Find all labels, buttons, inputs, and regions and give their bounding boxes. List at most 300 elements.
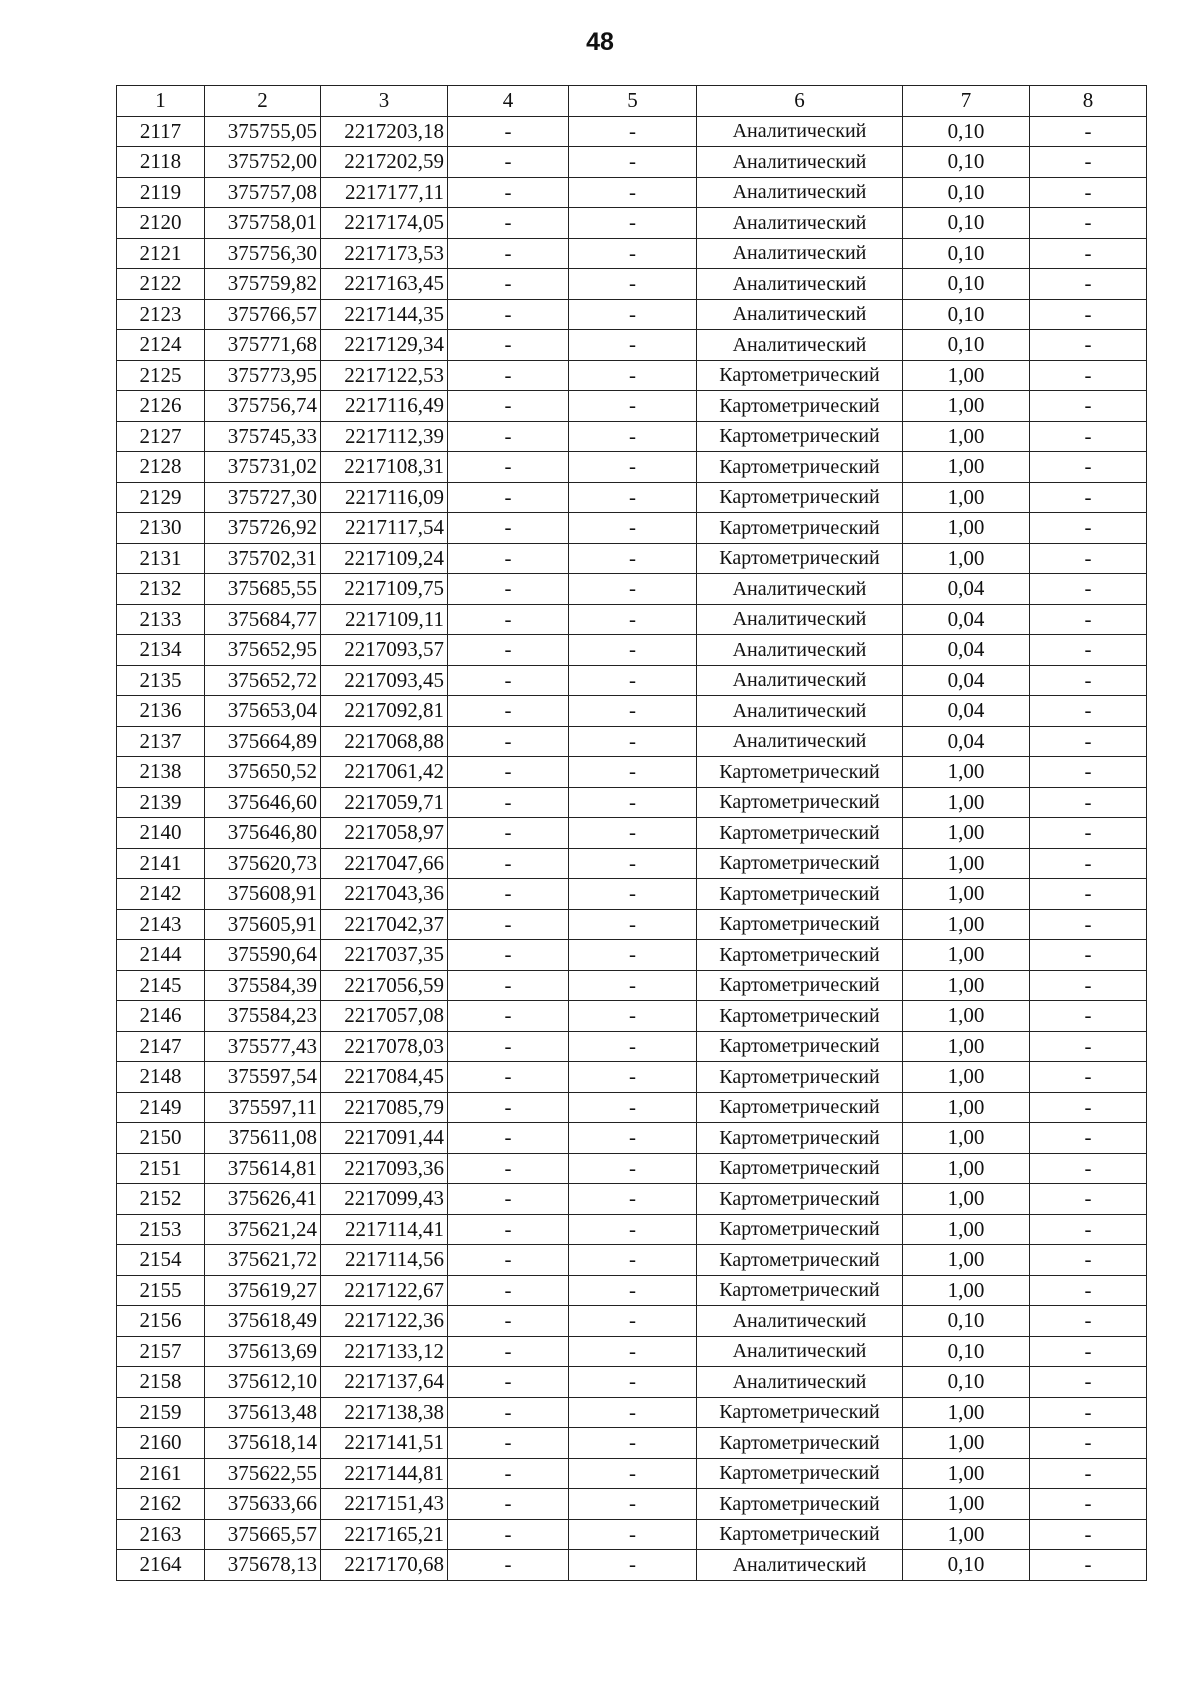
y-coordinate-cell: 2217085,79 xyxy=(321,1092,448,1123)
col4-cell: - xyxy=(448,116,569,147)
accuracy-cell: 1,00 xyxy=(903,1214,1030,1245)
table-row xyxy=(117,1306,1147,1337)
col8-cell: - xyxy=(1030,726,1147,757)
x-coordinate-cell: 375618,14 xyxy=(205,1428,321,1459)
method-cell: Картометрический xyxy=(697,757,903,788)
col4-cell: - xyxy=(448,147,569,178)
y-coordinate-cell: 2217109,11 xyxy=(321,604,448,635)
accuracy-cell: 1,00 xyxy=(903,1458,1030,1489)
y-coordinate-cell: 2217141,51 xyxy=(321,1428,448,1459)
accuracy-cell: 0,04 xyxy=(903,726,1030,757)
col8-cell: - xyxy=(1030,269,1147,300)
x-coordinate-cell: 375633,66 xyxy=(205,1489,321,1520)
col8-cell: - xyxy=(1030,360,1147,391)
y-coordinate-cell: 2217068,88 xyxy=(321,726,448,757)
col5-cell: - xyxy=(569,513,697,544)
accuracy-cell: 0,04 xyxy=(903,635,1030,666)
y-coordinate-cell: 2217109,75 xyxy=(321,574,448,605)
y-coordinate-cell: 2217170,68 xyxy=(321,1550,448,1581)
col5-cell: - xyxy=(569,299,697,330)
method-cell: Картометрический xyxy=(697,452,903,483)
accuracy-cell: 1,00 xyxy=(903,879,1030,910)
point-number-cell: 2158 xyxy=(117,1367,205,1398)
point-number-cell: 2145 xyxy=(117,970,205,1001)
col8-cell: - xyxy=(1030,1092,1147,1123)
y-coordinate-cell: 2217173,53 xyxy=(321,238,448,269)
y-coordinate-cell: 2217122,67 xyxy=(321,1275,448,1306)
y-coordinate-cell: 2217058,97 xyxy=(321,818,448,849)
table-row xyxy=(117,177,1147,208)
point-number-cell: 2136 xyxy=(117,696,205,727)
table-row xyxy=(117,1031,1147,1062)
col8-cell: - xyxy=(1030,147,1147,178)
col5-cell: - xyxy=(569,1275,697,1306)
col4-cell: - xyxy=(448,1123,569,1154)
method-cell: Картометрический xyxy=(697,1001,903,1032)
col5-cell: - xyxy=(569,116,697,147)
table-row xyxy=(117,879,1147,910)
table-row xyxy=(117,696,1147,727)
accuracy-cell: 1,00 xyxy=(903,757,1030,788)
col8-cell: - xyxy=(1030,1245,1147,1276)
col8-cell: - xyxy=(1030,421,1147,452)
col5-cell: - xyxy=(569,1306,697,1337)
point-number-cell: 2143 xyxy=(117,909,205,940)
accuracy-cell: 1,00 xyxy=(903,818,1030,849)
col5-cell: - xyxy=(569,1336,697,1367)
col4-cell: - xyxy=(448,1092,569,1123)
col8-cell: - xyxy=(1030,299,1147,330)
y-coordinate-cell: 2217122,53 xyxy=(321,360,448,391)
column-header: 6 xyxy=(697,86,903,117)
method-cell: Аналитический xyxy=(697,726,903,757)
method-cell: Аналитический xyxy=(697,116,903,147)
method-cell: Картометрический xyxy=(697,940,903,971)
accuracy-cell: 1,00 xyxy=(903,1397,1030,1428)
col5-cell: - xyxy=(569,1031,697,1062)
col5-cell: - xyxy=(569,1092,697,1123)
col8-cell: - xyxy=(1030,757,1147,788)
point-number-cell: 2119 xyxy=(117,177,205,208)
col4-cell: - xyxy=(448,818,569,849)
col4-cell: - xyxy=(448,665,569,696)
accuracy-cell: 0,04 xyxy=(903,696,1030,727)
y-coordinate-cell: 2217144,81 xyxy=(321,1458,448,1489)
table-row xyxy=(117,269,1147,300)
x-coordinate-cell: 375590,64 xyxy=(205,940,321,971)
table-row xyxy=(117,1336,1147,1367)
col4-cell: - xyxy=(448,330,569,361)
x-coordinate-cell: 375605,91 xyxy=(205,909,321,940)
x-coordinate-cell: 375758,01 xyxy=(205,208,321,239)
y-coordinate-cell: 2217091,44 xyxy=(321,1123,448,1154)
table-row xyxy=(117,513,1147,544)
x-coordinate-cell: 375612,10 xyxy=(205,1367,321,1398)
col4-cell: - xyxy=(448,482,569,513)
method-cell: Картометрический xyxy=(697,1123,903,1154)
accuracy-cell: 1,00 xyxy=(903,848,1030,879)
table-row xyxy=(117,1428,1147,1459)
point-number-cell: 2163 xyxy=(117,1519,205,1550)
col4-cell: - xyxy=(448,360,569,391)
col4-cell: - xyxy=(448,1550,569,1581)
x-coordinate-cell: 375626,41 xyxy=(205,1184,321,1215)
x-coordinate-cell: 375727,30 xyxy=(205,482,321,513)
table-header-row xyxy=(117,86,1147,117)
point-number-cell: 2137 xyxy=(117,726,205,757)
x-coordinate-cell: 375653,04 xyxy=(205,696,321,727)
col8-cell: - xyxy=(1030,1001,1147,1032)
x-coordinate-cell: 375745,33 xyxy=(205,421,321,452)
col8-cell: - xyxy=(1030,1489,1147,1520)
method-cell: Картометрический xyxy=(697,1062,903,1093)
accuracy-cell: 1,00 xyxy=(903,1275,1030,1306)
col8-cell: - xyxy=(1030,848,1147,879)
col8-cell: - xyxy=(1030,1397,1147,1428)
accuracy-cell: 1,00 xyxy=(903,1001,1030,1032)
table-row xyxy=(117,208,1147,239)
method-cell: Картометрический xyxy=(697,1275,903,1306)
y-coordinate-cell: 2217042,37 xyxy=(321,909,448,940)
table-row xyxy=(117,482,1147,513)
table-row xyxy=(117,1245,1147,1276)
x-coordinate-cell: 375618,49 xyxy=(205,1306,321,1337)
col4-cell: - xyxy=(448,1153,569,1184)
point-number-cell: 2139 xyxy=(117,787,205,818)
col8-cell: - xyxy=(1030,482,1147,513)
x-coordinate-cell: 375597,11 xyxy=(205,1092,321,1123)
col4-cell: - xyxy=(448,848,569,879)
col8-cell: - xyxy=(1030,1031,1147,1062)
col5-cell: - xyxy=(569,909,697,940)
table-row xyxy=(117,330,1147,361)
column-header: 7 xyxy=(903,86,1030,117)
point-number-cell: 2123 xyxy=(117,299,205,330)
method-cell: Аналитический xyxy=(697,147,903,178)
col8-cell: - xyxy=(1030,604,1147,635)
col8-cell: - xyxy=(1030,543,1147,574)
method-cell: Аналитический xyxy=(697,1336,903,1367)
table-row xyxy=(117,1214,1147,1245)
col8-cell: - xyxy=(1030,1214,1147,1245)
point-number-cell: 2138 xyxy=(117,757,205,788)
accuracy-cell: 1,00 xyxy=(903,1092,1030,1123)
accuracy-cell: 1,00 xyxy=(903,360,1030,391)
point-number-cell: 2162 xyxy=(117,1489,205,1520)
accuracy-cell: 1,00 xyxy=(903,513,1030,544)
x-coordinate-cell: 375757,08 xyxy=(205,177,321,208)
col5-cell: - xyxy=(569,543,697,574)
col4-cell: - xyxy=(448,208,569,239)
x-coordinate-cell: 375584,39 xyxy=(205,970,321,1001)
col4-cell: - xyxy=(448,1367,569,1398)
accuracy-cell: 1,00 xyxy=(903,1031,1030,1062)
col4-cell: - xyxy=(448,1214,569,1245)
x-coordinate-cell: 375678,13 xyxy=(205,1550,321,1581)
method-cell: Аналитический xyxy=(697,696,903,727)
x-coordinate-cell: 375650,52 xyxy=(205,757,321,788)
accuracy-cell: 1,00 xyxy=(903,1489,1030,1520)
accuracy-cell: 1,00 xyxy=(903,391,1030,422)
col5-cell: - xyxy=(569,1123,697,1154)
col5-cell: - xyxy=(569,208,697,239)
table-row xyxy=(117,1397,1147,1428)
col4-cell: - xyxy=(448,1184,569,1215)
col4-cell: - xyxy=(448,299,569,330)
y-coordinate-cell: 2217112,39 xyxy=(321,421,448,452)
accuracy-cell: 0,04 xyxy=(903,665,1030,696)
method-cell: Картометрический xyxy=(697,787,903,818)
col5-cell: - xyxy=(569,665,697,696)
point-number-cell: 2147 xyxy=(117,1031,205,1062)
y-coordinate-cell: 2217099,43 xyxy=(321,1184,448,1215)
table-row xyxy=(117,848,1147,879)
col8-cell: - xyxy=(1030,909,1147,940)
point-number-cell: 2152 xyxy=(117,1184,205,1215)
page-number: 48 xyxy=(586,28,614,56)
table-row xyxy=(117,360,1147,391)
column-header: 2 xyxy=(205,86,321,117)
point-number-cell: 2127 xyxy=(117,421,205,452)
method-cell: Картометрический xyxy=(697,1153,903,1184)
y-coordinate-cell: 2217202,59 xyxy=(321,147,448,178)
y-coordinate-cell: 2217117,54 xyxy=(321,513,448,544)
x-coordinate-cell: 375773,95 xyxy=(205,360,321,391)
col8-cell: - xyxy=(1030,330,1147,361)
col5-cell: - xyxy=(569,1458,697,1489)
y-coordinate-cell: 2217093,57 xyxy=(321,635,448,666)
table-row xyxy=(117,635,1147,666)
col8-cell: - xyxy=(1030,696,1147,727)
x-coordinate-cell: 375613,69 xyxy=(205,1336,321,1367)
table-row xyxy=(117,1123,1147,1154)
accuracy-cell: 1,00 xyxy=(903,452,1030,483)
y-coordinate-cell: 2217129,34 xyxy=(321,330,448,361)
table-row xyxy=(117,1489,1147,1520)
point-number-cell: 2130 xyxy=(117,513,205,544)
method-cell: Аналитический xyxy=(697,1306,903,1337)
point-number-cell: 2140 xyxy=(117,818,205,849)
table-row xyxy=(117,299,1147,330)
y-coordinate-cell: 2217114,41 xyxy=(321,1214,448,1245)
x-coordinate-cell: 375665,57 xyxy=(205,1519,321,1550)
col8-cell: - xyxy=(1030,879,1147,910)
method-cell: Картометрический xyxy=(697,1214,903,1245)
x-coordinate-cell: 375619,27 xyxy=(205,1275,321,1306)
col5-cell: - xyxy=(569,757,697,788)
accuracy-cell: 1,00 xyxy=(903,1184,1030,1215)
y-coordinate-cell: 2217092,81 xyxy=(321,696,448,727)
point-number-cell: 2141 xyxy=(117,848,205,879)
y-coordinate-cell: 2217109,24 xyxy=(321,543,448,574)
point-number-cell: 2117 xyxy=(117,116,205,147)
col5-cell: - xyxy=(569,940,697,971)
column-header: 1 xyxy=(117,86,205,117)
accuracy-cell: 1,00 xyxy=(903,543,1030,574)
col8-cell: - xyxy=(1030,1062,1147,1093)
method-cell: Картометрический xyxy=(697,1428,903,1459)
col4-cell: - xyxy=(448,1062,569,1093)
point-number-cell: 2118 xyxy=(117,147,205,178)
col8-cell: - xyxy=(1030,787,1147,818)
point-number-cell: 2131 xyxy=(117,543,205,574)
col5-cell: - xyxy=(569,391,697,422)
point-number-cell: 2129 xyxy=(117,482,205,513)
table-row xyxy=(117,1367,1147,1398)
accuracy-cell: 0,04 xyxy=(903,604,1030,635)
col4-cell: - xyxy=(448,604,569,635)
method-cell: Аналитический xyxy=(697,665,903,696)
table-row xyxy=(117,1001,1147,1032)
y-coordinate-cell: 2217093,36 xyxy=(321,1153,448,1184)
table-body xyxy=(117,116,1147,1580)
col5-cell: - xyxy=(569,1489,697,1520)
col5-cell: - xyxy=(569,970,697,1001)
x-coordinate-cell: 375577,43 xyxy=(205,1031,321,1062)
y-coordinate-cell: 2217047,66 xyxy=(321,848,448,879)
accuracy-cell: 1,00 xyxy=(903,1123,1030,1154)
y-coordinate-cell: 2217043,36 xyxy=(321,879,448,910)
table-row xyxy=(117,574,1147,605)
point-number-cell: 2120 xyxy=(117,208,205,239)
col8-cell: - xyxy=(1030,1550,1147,1581)
method-cell: Картометрический xyxy=(697,360,903,391)
method-cell: Картометрический xyxy=(697,848,903,879)
col5-cell: - xyxy=(569,787,697,818)
y-coordinate-cell: 2217122,36 xyxy=(321,1306,448,1337)
col4-cell: - xyxy=(448,1275,569,1306)
col5-cell: - xyxy=(569,452,697,483)
col8-cell: - xyxy=(1030,1306,1147,1337)
accuracy-cell: 1,00 xyxy=(903,940,1030,971)
accuracy-cell: 0,10 xyxy=(903,1367,1030,1398)
col5-cell: - xyxy=(569,818,697,849)
col4-cell: - xyxy=(448,1489,569,1520)
x-coordinate-cell: 375685,55 xyxy=(205,574,321,605)
method-cell: Аналитический xyxy=(697,604,903,635)
point-number-cell: 2132 xyxy=(117,574,205,605)
point-number-cell: 2149 xyxy=(117,1092,205,1123)
method-cell: Картометрический xyxy=(697,818,903,849)
y-coordinate-cell: 2217037,35 xyxy=(321,940,448,971)
accuracy-cell: 1,00 xyxy=(903,787,1030,818)
col5-cell: - xyxy=(569,1214,697,1245)
y-coordinate-cell: 2217133,12 xyxy=(321,1336,448,1367)
accuracy-cell: 0,04 xyxy=(903,574,1030,605)
col8-cell: - xyxy=(1030,1184,1147,1215)
point-number-cell: 2151 xyxy=(117,1153,205,1184)
method-cell: Картометрический xyxy=(697,1489,903,1520)
col8-cell: - xyxy=(1030,1519,1147,1550)
col4-cell: - xyxy=(448,909,569,940)
accuracy-cell: 0,10 xyxy=(903,299,1030,330)
y-coordinate-cell: 2217116,49 xyxy=(321,391,448,422)
col8-cell: - xyxy=(1030,513,1147,544)
y-coordinate-cell: 2217057,08 xyxy=(321,1001,448,1032)
x-coordinate-cell: 375766,57 xyxy=(205,299,321,330)
point-number-cell: 2148 xyxy=(117,1062,205,1093)
col5-cell: - xyxy=(569,1367,697,1398)
y-coordinate-cell: 2217059,71 xyxy=(321,787,448,818)
method-cell: Картометрический xyxy=(697,513,903,544)
col4-cell: - xyxy=(448,269,569,300)
y-coordinate-cell: 2217108,31 xyxy=(321,452,448,483)
point-number-cell: 2157 xyxy=(117,1336,205,1367)
col4-cell: - xyxy=(448,574,569,605)
method-cell: Аналитический xyxy=(697,238,903,269)
col8-cell: - xyxy=(1030,177,1147,208)
method-cell: Картометрический xyxy=(697,909,903,940)
coordinates-table xyxy=(116,85,1147,1581)
col5-cell: - xyxy=(569,1550,697,1581)
x-coordinate-cell: 375646,80 xyxy=(205,818,321,849)
y-coordinate-cell: 2217137,64 xyxy=(321,1367,448,1398)
x-coordinate-cell: 375652,72 xyxy=(205,665,321,696)
x-coordinate-cell: 375620,73 xyxy=(205,848,321,879)
col8-cell: - xyxy=(1030,818,1147,849)
table-row xyxy=(117,726,1147,757)
x-coordinate-cell: 375731,02 xyxy=(205,452,321,483)
table-row xyxy=(117,665,1147,696)
col5-cell: - xyxy=(569,1062,697,1093)
col5-cell: - xyxy=(569,269,697,300)
col4-cell: - xyxy=(448,177,569,208)
col5-cell: - xyxy=(569,177,697,208)
x-coordinate-cell: 375597,54 xyxy=(205,1062,321,1093)
table-row xyxy=(117,391,1147,422)
method-cell: Аналитический xyxy=(697,574,903,605)
accuracy-cell: 1,00 xyxy=(903,1062,1030,1093)
accuracy-cell: 0,10 xyxy=(903,238,1030,269)
column-header: 3 xyxy=(321,86,448,117)
col4-cell: - xyxy=(448,543,569,574)
col5-cell: - xyxy=(569,330,697,361)
table-row xyxy=(117,1458,1147,1489)
method-cell: Картометрический xyxy=(697,1519,903,1550)
x-coordinate-cell: 375755,05 xyxy=(205,116,321,147)
x-coordinate-cell: 375702,31 xyxy=(205,543,321,574)
point-number-cell: 2164 xyxy=(117,1550,205,1581)
y-coordinate-cell: 2217116,09 xyxy=(321,482,448,513)
col4-cell: - xyxy=(448,1031,569,1062)
col4-cell: - xyxy=(448,1245,569,1276)
method-cell: Аналитический xyxy=(697,1367,903,1398)
method-cell: Аналитический xyxy=(697,299,903,330)
y-coordinate-cell: 2217084,45 xyxy=(321,1062,448,1093)
y-coordinate-cell: 2217144,35 xyxy=(321,299,448,330)
point-number-cell: 2124 xyxy=(117,330,205,361)
y-coordinate-cell: 2217165,21 xyxy=(321,1519,448,1550)
point-number-cell: 2122 xyxy=(117,269,205,300)
method-cell: Картометрический xyxy=(697,970,903,1001)
y-coordinate-cell: 2217151,43 xyxy=(321,1489,448,1520)
method-cell: Картометрический xyxy=(697,879,903,910)
accuracy-cell: 0,10 xyxy=(903,269,1030,300)
y-coordinate-cell: 2217093,45 xyxy=(321,665,448,696)
method-cell: Картометрический xyxy=(697,1397,903,1428)
method-cell: Картометрический xyxy=(697,1184,903,1215)
table-row xyxy=(117,970,1147,1001)
accuracy-cell: 1,00 xyxy=(903,909,1030,940)
col4-cell: - xyxy=(448,421,569,452)
x-coordinate-cell: 375613,48 xyxy=(205,1397,321,1428)
col5-cell: - xyxy=(569,635,697,666)
table-row xyxy=(117,1153,1147,1184)
point-number-cell: 2146 xyxy=(117,1001,205,1032)
accuracy-cell: 0,10 xyxy=(903,116,1030,147)
method-cell: Картометрический xyxy=(697,543,903,574)
table-row xyxy=(117,147,1147,178)
